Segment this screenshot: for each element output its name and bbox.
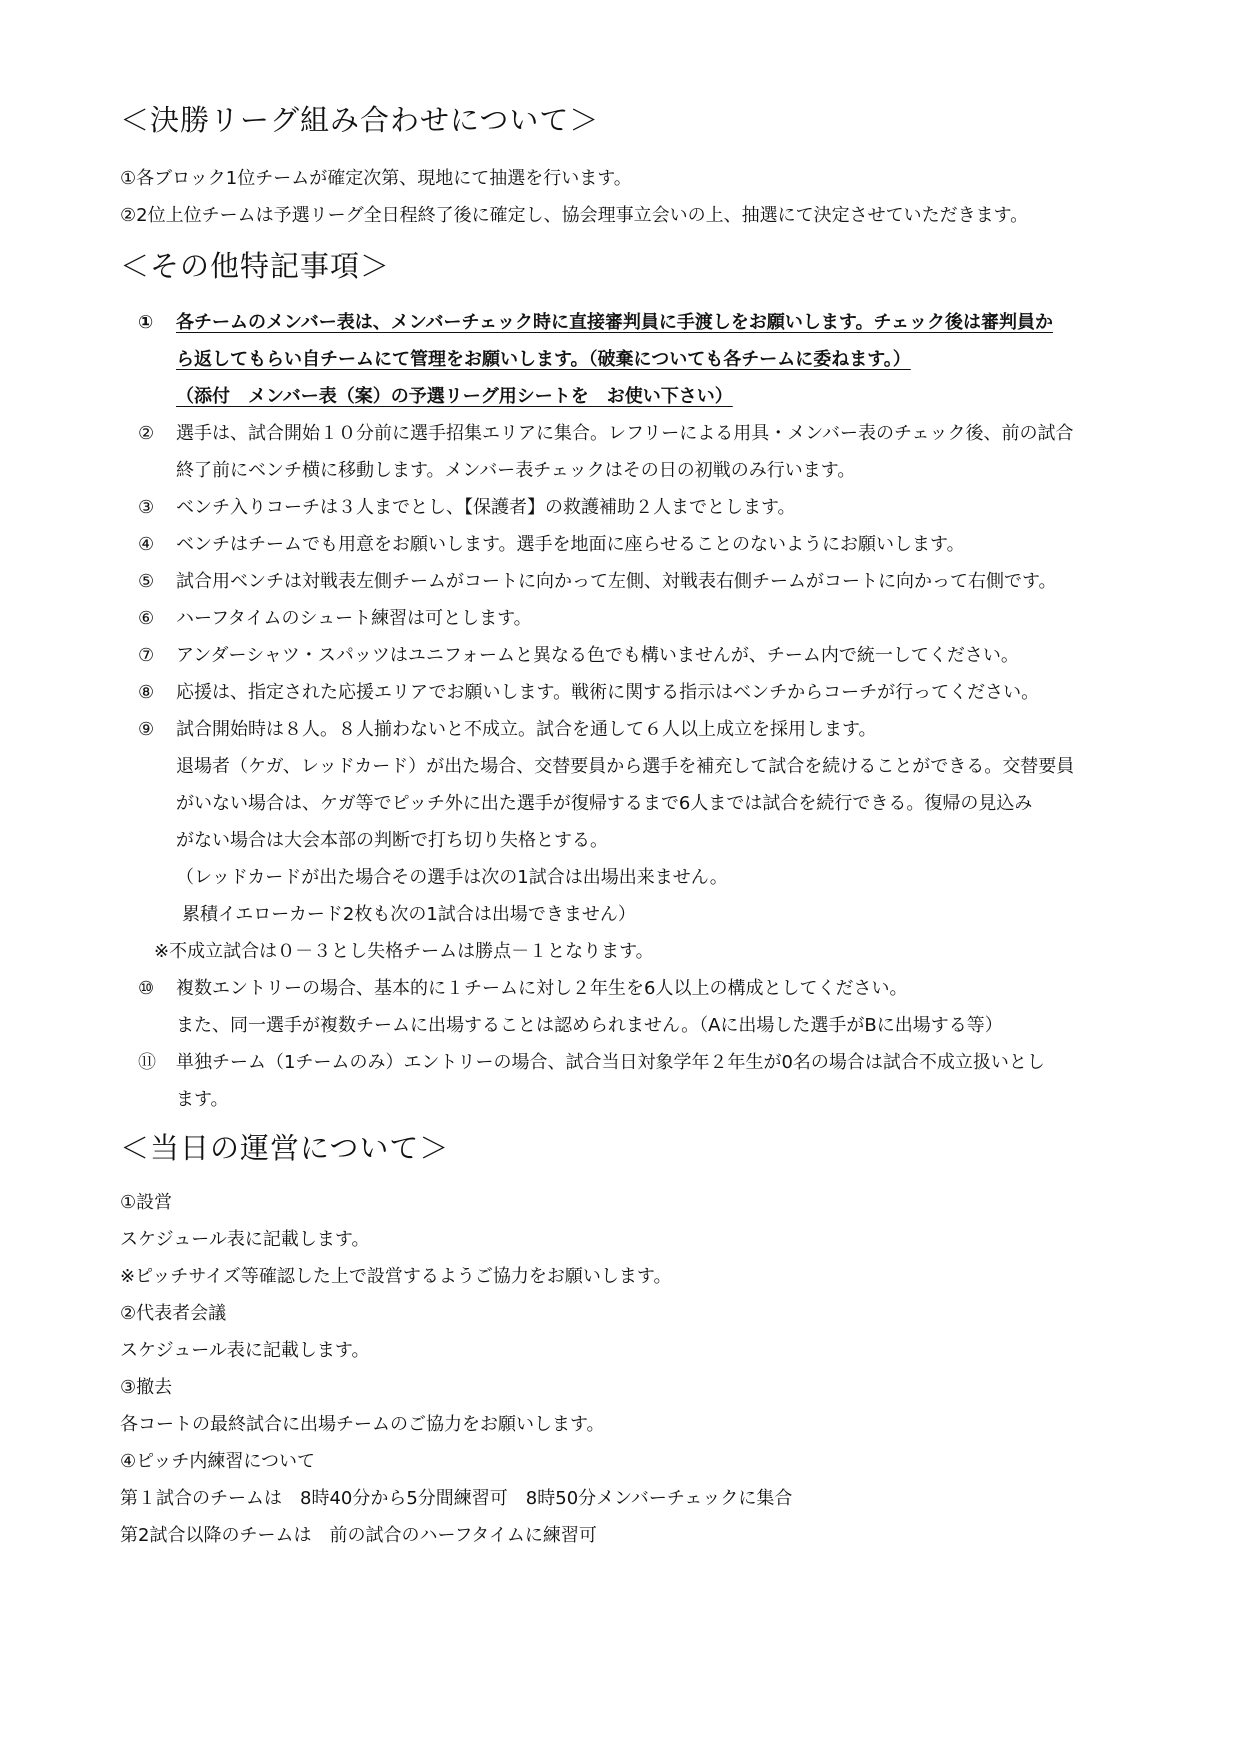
- note-number: ⑥: [138, 608, 155, 629]
- note-item-5: [138, 571, 1140, 608]
- forfeit-note: ※不成立試合は０－３とし失格チームは勝点－１となります。: [154, 941, 654, 962]
- operation-heading-practice: ④ピッチ内練習について: [120, 1451, 316, 1472]
- note-text: ベンチはチームでも用意をお願いします。選手を地面に座らせることのないようにお願いします。: [176, 534, 965, 555]
- note-text: 終了前にベンチ横に移動します。メンバー表チェックはその日の初戦のみ行います。: [176, 460, 856, 481]
- note-text: 選手は、試合開始１０分前に選手招集エリアに集合。レフリーによる用具・メンバー表のチェック後、前の試合: [176, 423, 1074, 444]
- note-number: ⑧: [138, 682, 155, 703]
- operation-text: 第１試合のチームは 8時40分から5分間練習可 8時50分メンバーチェックに集合: [120, 1488, 793, 1509]
- operation-text: スケジュール表に記載します。: [120, 1229, 370, 1250]
- note-item-8: [138, 682, 1140, 719]
- note-number: ②: [138, 423, 155, 444]
- note-item-10: [138, 978, 1140, 1052]
- note-number: ①: [138, 312, 154, 333]
- note-text: 累積イエローカード2枚も次の1試合は出場できません）: [182, 904, 636, 925]
- note-text: アンダーシャツ・スパッツはユニフォームと異なる色でも構いませんが、チーム内で統一してください。: [176, 645, 1019, 666]
- note-text: 単独チーム（1チームのみ）エントリーの場合、試合当日対象学年２年生が0名の場合は試合不成立扱いとし: [176, 1052, 1045, 1073]
- note-text: がいない場合は、ケガ等でピッチ外に出た選手が復帰するまで6人までは試合を続行できる。復帰の見込み: [176, 793, 1033, 814]
- note-text: がない場合は大会本部の判断で打ち切り失格とする。: [176, 830, 608, 851]
- note-item-3: [138, 497, 1140, 534]
- note-text: （添付 メンバー表（案）の予選リーグ用シートを お使い下さい）: [176, 386, 733, 407]
- note-text: 試合用ベンチは対戦表左側チームがコートに向かって左側、対戦表右側チームがコートに向かって右側です。: [176, 571, 1057, 592]
- final-league-line-2: ②2位上位チームは予選リーグ全日程終了後に確定し、協会理事立会いの上、抽選にて決定させていただきます。: [120, 205, 1029, 226]
- operation-text: 各コートの最終試合に出場チームのご協力をお願いします。: [120, 1414, 605, 1435]
- note-number: ⑨: [138, 719, 155, 740]
- note-text: 応援は、指定された応援エリアでお願いします。戦術に関する指示はベンチからコーチが行ってください。: [176, 682, 1040, 703]
- note-text: ます。: [176, 1089, 229, 1110]
- note-number: ⑤: [138, 571, 155, 592]
- note-text: ベンチ入りコーチは３人までとし、【保護者】の救護補助２人までとします。: [176, 497, 796, 518]
- note-number: ⑪: [138, 1052, 156, 1073]
- section-title-day-operation: ＜当日の運営について＞: [120, 1131, 450, 1165]
- document-page: [120, 100, 1140, 1562]
- note-text: ら返してもらい自チームにて管理をお願いします。（破棄についても各チームに委ねます。）: [176, 349, 911, 370]
- note-number: ⑩: [138, 978, 155, 999]
- note-number: ④: [138, 534, 155, 555]
- note-item-9: [138, 719, 1140, 941]
- note-text: ハーフタイムのシュート練習は可とします。: [176, 608, 532, 629]
- note-item-4: [138, 534, 1140, 571]
- note-item-2: [138, 423, 1140, 497]
- section-title-final-league: ＜決勝リーグ組み合わせについて＞: [120, 103, 600, 137]
- notes-list: [120, 312, 1140, 1126]
- note-text: また、同一選手が複数チームに出場することは認められません。（Aに出場した選手がBに出場する等）: [176, 1015, 1003, 1036]
- note-number: ⑦: [138, 645, 155, 666]
- operation-text: スケジュール表に記載します。: [120, 1340, 370, 1361]
- operation-heading-meeting: ②代表者会議: [120, 1303, 227, 1324]
- note-text: 各チームのメンバー表は、メンバーチェック時に直接審判員に手渡しをお願いします。チェック後は審判員か: [176, 312, 1053, 333]
- note-number: ③: [138, 497, 155, 518]
- note-item-1: [138, 312, 1140, 423]
- final-league-line-1: ①各ブロック1位チームが確定次第、現地にて抽選を行います。: [120, 168, 632, 189]
- note-item-11: [138, 1052, 1140, 1126]
- note-text: 試合開始時は８人。８人揃わないと不成立。試合を通して６人以上成立を採用します。: [176, 719, 877, 740]
- note-text: 退場者（ケガ、レッドカード）が出た場合、交替要員から選手を補充して試合を続けることができる。交替要員: [176, 756, 1075, 777]
- note-text: 複数エントリーの場合、基本的に１チームに対し２年生を6人以上の構成としてください。: [176, 978, 908, 999]
- section-title-other-notes: ＜その他特記事項＞: [120, 249, 391, 283]
- operation-heading-setup: ①設営: [120, 1192, 173, 1213]
- note-item-6: [138, 608, 1140, 645]
- operation-heading-cleanup: ③撤去: [120, 1377, 173, 1398]
- note-item-7: [138, 645, 1140, 682]
- operation-text: ※ピッチサイズ等確認した上で設営するようご協力をお願いします。: [120, 1266, 672, 1287]
- operation-text: 第2試合以降のチームは 前の試合のハーフタイムに練習可: [120, 1525, 597, 1546]
- note-text: （レッドカードが出た場合その選手は次の1試合は出場出来ません。: [176, 867, 728, 888]
